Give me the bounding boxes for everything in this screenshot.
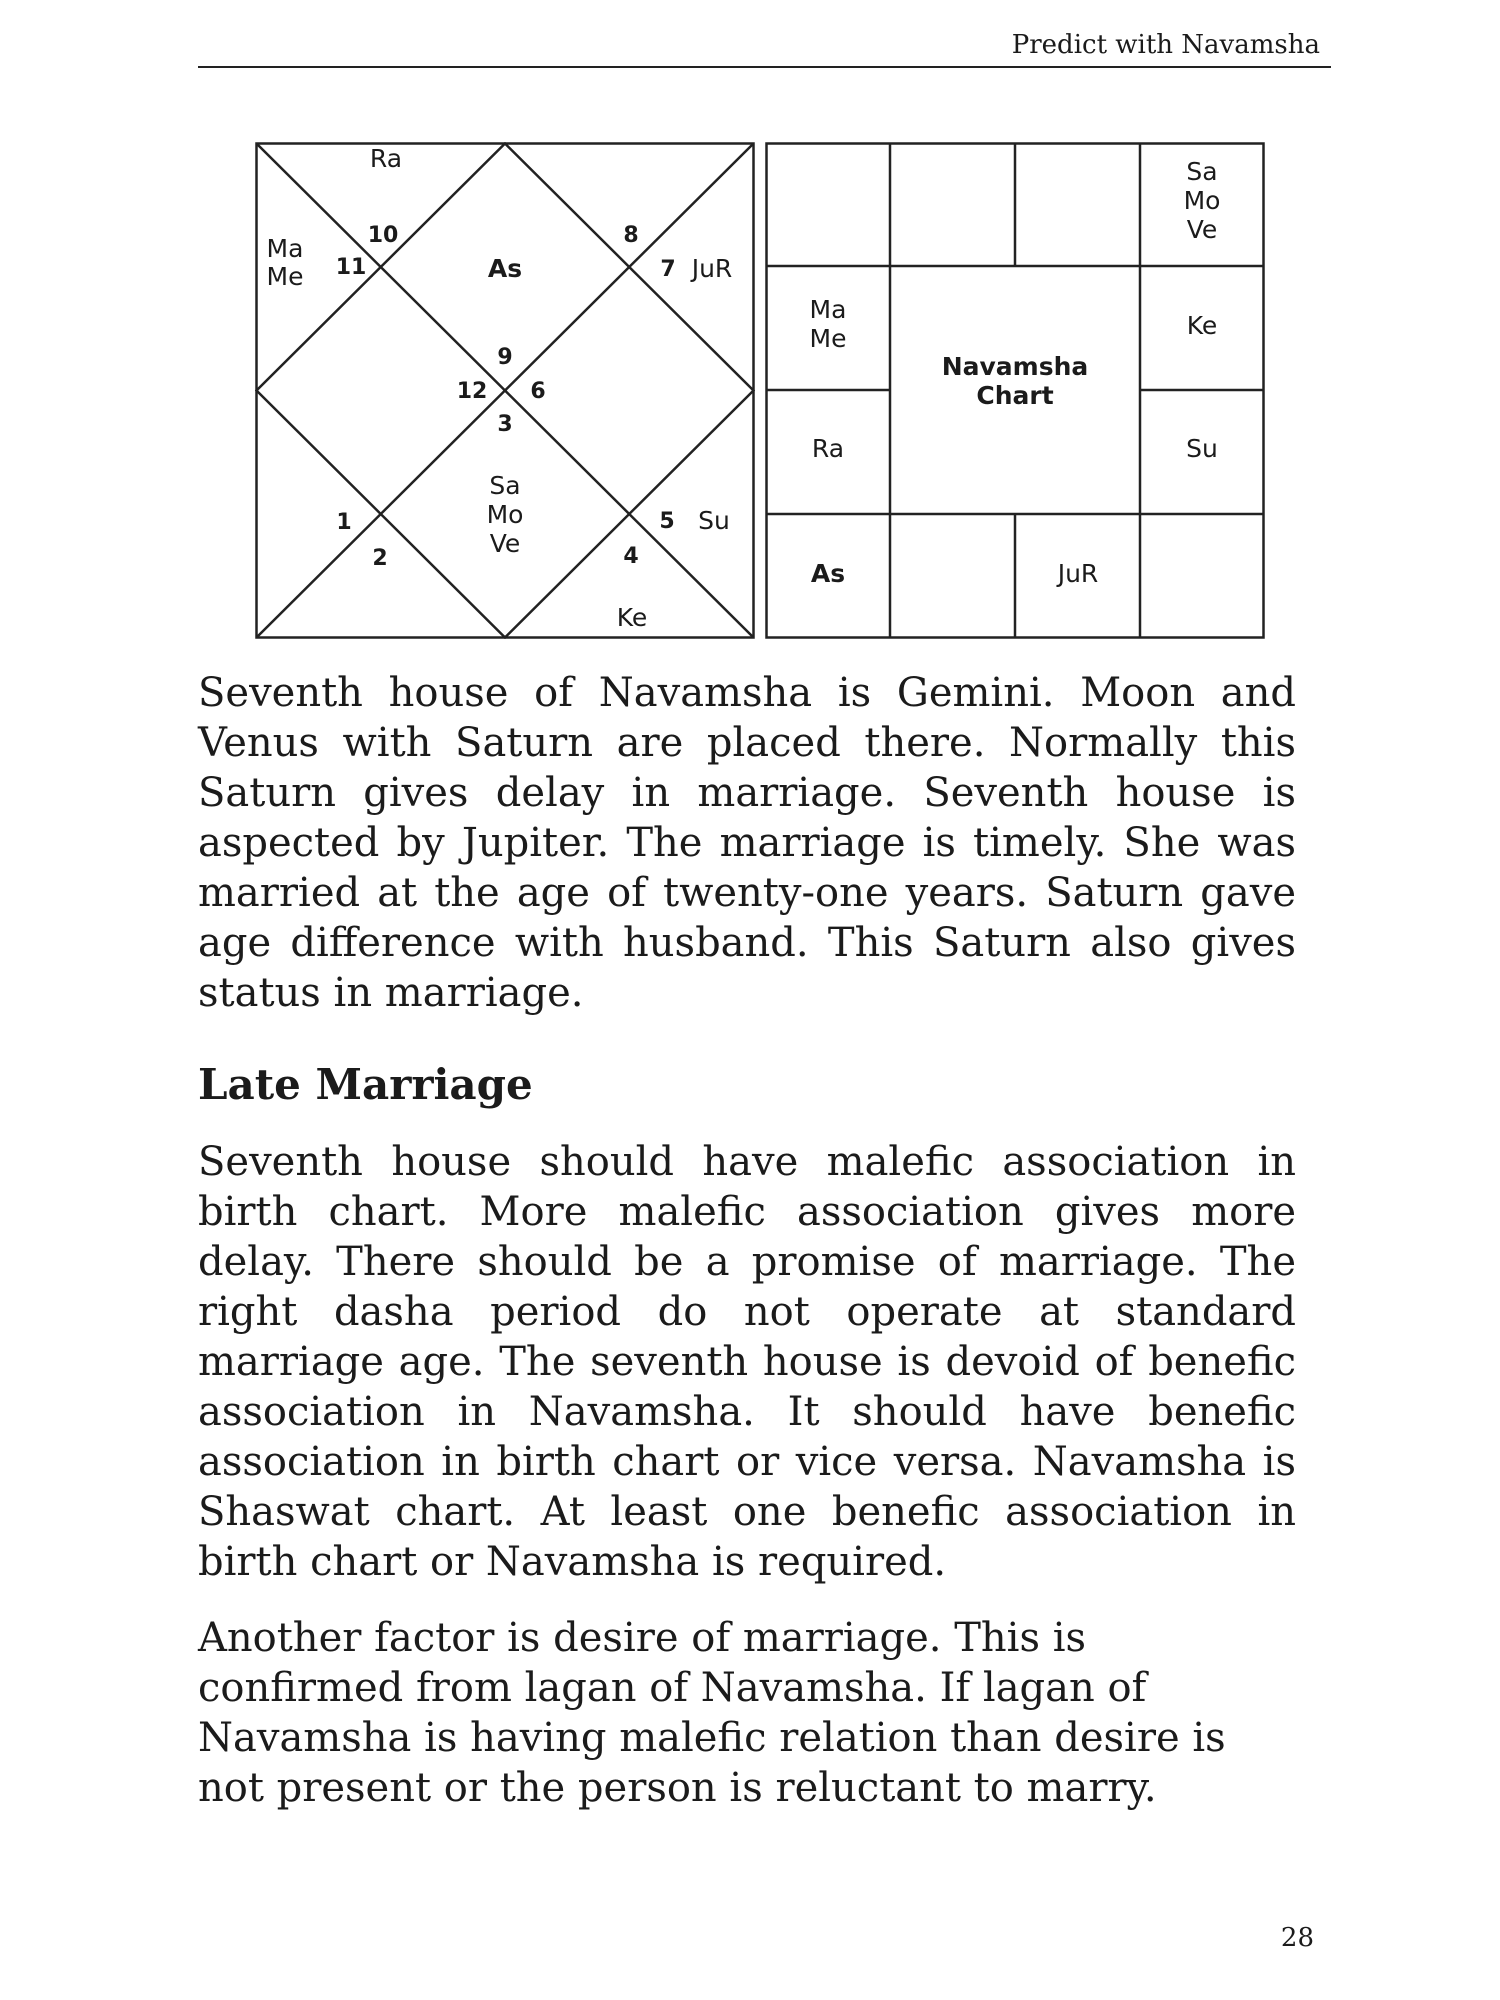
planet-label: Ma bbox=[809, 295, 847, 324]
running-header: Predict with Navamsha bbox=[1011, 30, 1320, 60]
house-number: 2 bbox=[372, 546, 388, 571]
navamsha-chart-title: Navamsha bbox=[941, 352, 1089, 381]
house-number: 10 bbox=[367, 223, 399, 248]
planet-label: Su bbox=[698, 506, 730, 535]
planet-label: As bbox=[810, 559, 846, 588]
planet-label: Su bbox=[1186, 434, 1218, 463]
house-number: 7 bbox=[660, 257, 676, 282]
house-number: 8 bbox=[623, 223, 639, 248]
planet-label: JuR bbox=[1057, 559, 1099, 588]
house-number: 6 bbox=[530, 379, 546, 404]
birth-chart bbox=[255, 142, 755, 639]
navamsha-chart-title: Chart bbox=[976, 381, 1054, 410]
planet-label: Me bbox=[266, 262, 304, 291]
body-paragraph: Another factor is desire of marriage. This is confirmed from lagan of Navamsha. If lagan of Navamsha is having malefic relation than desire is not present or the person is reluctant to marry. bbox=[198, 1615, 1226, 1811]
planet-label: Ma bbox=[266, 234, 304, 263]
planet-label: Sa bbox=[1186, 157, 1218, 186]
body-paragraph: Seventh house should have malefic association in birth chart. More malefic association gives more delay. There should be a promise of marriage. The right dasha period do not operate at standard marriage age. The seventh house is devoid of benefic association in Navamsha. It should have benefic association in birth chart or vice versa. Navamsha is Shaswat chart. At least one benefic association in birth chart or Navamsha is required. bbox=[198, 1139, 1296, 1585]
header-rule bbox=[198, 66, 1331, 68]
house-number: 1 bbox=[336, 510, 352, 535]
planet-label: Ra bbox=[369, 144, 403, 173]
planet-label: Ve bbox=[1186, 215, 1218, 244]
house-number: 12 bbox=[456, 379, 488, 404]
house-number: 3 bbox=[497, 412, 513, 437]
section-heading: Late Marriage bbox=[198, 1060, 533, 1109]
navamsha-chart bbox=[765, 142, 1265, 639]
planet-label: Ve bbox=[489, 529, 521, 558]
planet-label: Mo bbox=[1183, 186, 1221, 215]
page-number: 28 bbox=[1280, 1923, 1314, 1953]
house-number: 11 bbox=[335, 255, 367, 280]
planet-label: JuR bbox=[691, 254, 733, 283]
planet-label: Ke bbox=[1186, 311, 1218, 340]
planet-label: Ke bbox=[616, 603, 648, 632]
house-number: 4 bbox=[623, 544, 639, 569]
planet-label: Ra bbox=[811, 434, 845, 463]
body-paragraph: Seventh house of Navamsha is Gemini. Moon and Venus with Saturn are placed there. Normally this Saturn gives delay in marriage. Seventh house is aspected by Jupiter. The marriage is timely. She was married at the age of twenty-one years. Saturn gave age difference with husband. This Saturn also gives status in marriage. bbox=[198, 670, 1296, 1016]
planet-label: Sa bbox=[489, 471, 521, 500]
planet-label: As bbox=[487, 254, 523, 283]
house-number: 5 bbox=[659, 509, 675, 534]
planet-label: Mo bbox=[486, 500, 524, 529]
planet-label: Me bbox=[809, 324, 847, 353]
house-number: 9 bbox=[497, 345, 513, 370]
